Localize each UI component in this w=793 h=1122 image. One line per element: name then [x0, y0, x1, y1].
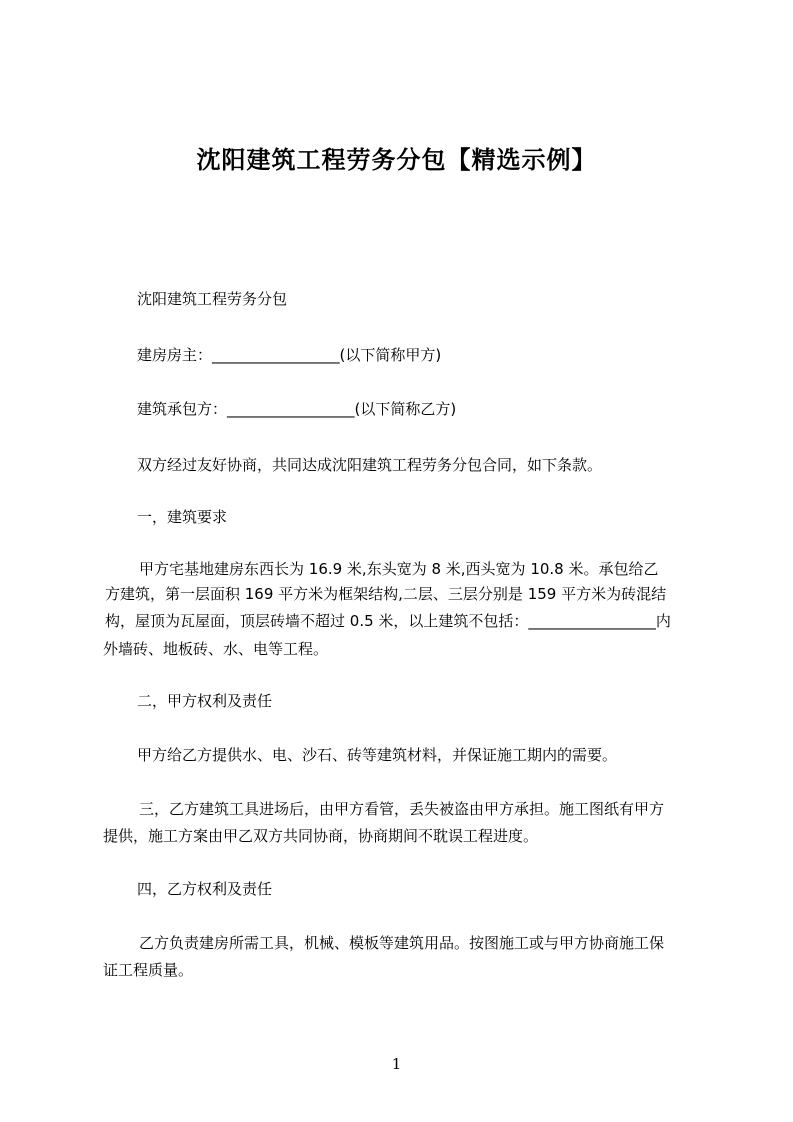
- section3-line: 提供，施工方案由甲乙双方共同协商，协商期间不耽误工程进度。: [103, 827, 539, 845]
- owner-line: 建房房主：_________________(以下简称甲方): [137, 346, 442, 364]
- contractor-line: 建筑承包方：_________________(以下简称乙方): [137, 400, 457, 418]
- section1-line: 甲方宅基地建房东西长为 16.9 米,东头宽为 8 米,西头宽为 10.8 米。承包给乙: [139, 560, 659, 578]
- section4-line: 乙方负责建房所需工具，机械、模板等建筑用品。按图施工或与甲方协商施工保: [139, 934, 665, 952]
- section1-line: 构，屋顶为瓦屋面，顶层砖墙不超过 0.5 米，以上建筑不包括：_________________内: [105, 612, 671, 630]
- document-title: 沈阳建筑工程劳务分包【精选示例】: [196, 146, 597, 174]
- subtitle: 沈阳建筑工程劳务分包: [137, 290, 288, 308]
- section4-heading: 四，乙方权利及责任: [137, 880, 273, 898]
- section1-heading: 一，建筑要求: [137, 508, 228, 526]
- section2-heading: 二，甲方权利及责任: [137, 692, 273, 710]
- intro-paragraph: 双方经过友好协商，共同达成沈阳建筑工程劳务分包合同，如下条款。: [137, 456, 603, 474]
- section3-line: 三，乙方建筑工具进场后，由甲方看管，丢失被盗由甲方承担。施工图纸有甲方: [139, 800, 665, 818]
- section2-paragraph: 甲方给乙方提供水、电、沙石、砖等建筑材料，并保证施工期内的需要。: [137, 746, 618, 764]
- section1-line: 方建筑，第一层面积 169 平方米为框架结构,二层、三层分别是 159 平方米为砖混结: [105, 585, 667, 603]
- section4-line: 证工程质量。: [103, 961, 194, 979]
- page-number: 1: [391, 1055, 402, 1073]
- section1-line: 外墙砖、地板砖、水、电等工程。: [103, 640, 329, 658]
